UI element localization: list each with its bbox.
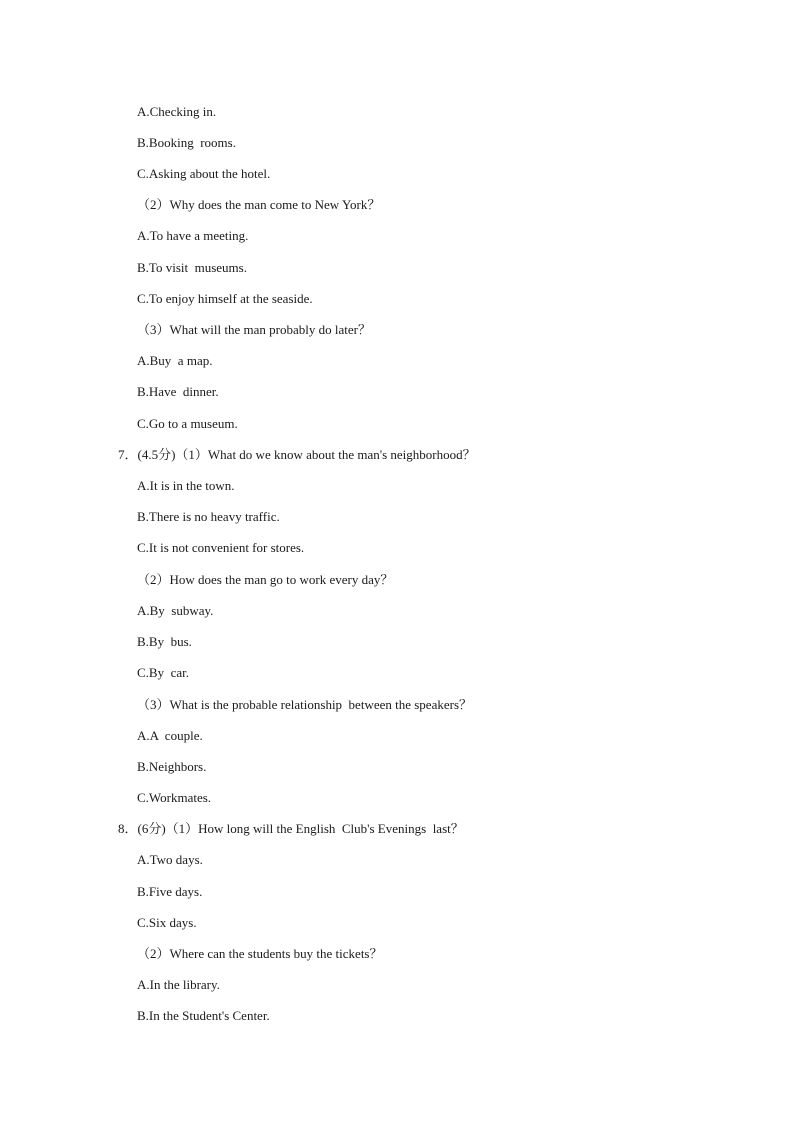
option-text: C.Workmates. bbox=[137, 790, 212, 805]
option-text: B.Have dinner. bbox=[137, 384, 219, 399]
option-text: B.Five days. bbox=[137, 884, 203, 899]
option-text: A.A couple. bbox=[137, 728, 203, 743]
option-text: A.In the library. bbox=[137, 977, 220, 992]
option-text: A.Buy a map. bbox=[137, 353, 213, 368]
option-text: C.To enjoy himself at the seaside. bbox=[137, 291, 313, 306]
sub-question: （3）What is the probable relationship between the speakers？ bbox=[137, 697, 473, 712]
sub-question: （2）Where can the students buy the tickets？ bbox=[137, 946, 383, 961]
option-text: C.Six days. bbox=[137, 915, 197, 930]
option-text: B.In the Student's Center. bbox=[137, 1008, 270, 1023]
option-text: B.There is no heavy traffic. bbox=[137, 509, 280, 524]
option-text: A.To have a meeting. bbox=[137, 228, 249, 243]
option-text: B.To visit museums. bbox=[137, 260, 247, 275]
option-text: C.It is not convenient for stores. bbox=[137, 540, 305, 555]
sub-question: （2）How does the man go to work every day？ bbox=[137, 572, 394, 587]
option-text: B.By bus. bbox=[137, 634, 192, 649]
option-text: C.By car. bbox=[137, 665, 189, 680]
sub-question: （2）Why does the man come to New York？ bbox=[137, 197, 381, 212]
option-text: A.By subway. bbox=[137, 603, 214, 618]
sub-question: （3）What will the man probably do later？ bbox=[137, 322, 371, 337]
option-text: C.Go to a museum. bbox=[137, 416, 238, 431]
option-text: A.It is in the town. bbox=[137, 478, 235, 493]
option-text: B.Booking rooms. bbox=[137, 135, 236, 150]
option-text: B.Neighbors. bbox=[137, 759, 207, 774]
question-heading: 8．(6分)（1）How long will the English Club's Evenings last？ bbox=[118, 821, 464, 836]
question-heading: 7．(4.5分)（1）What do we know about the man's neighborhood？ bbox=[118, 447, 476, 462]
option-text: C.Asking about the hotel. bbox=[137, 166, 271, 181]
option-text: A.Checking in. bbox=[137, 104, 217, 119]
option-text: A.Two days. bbox=[137, 852, 203, 867]
